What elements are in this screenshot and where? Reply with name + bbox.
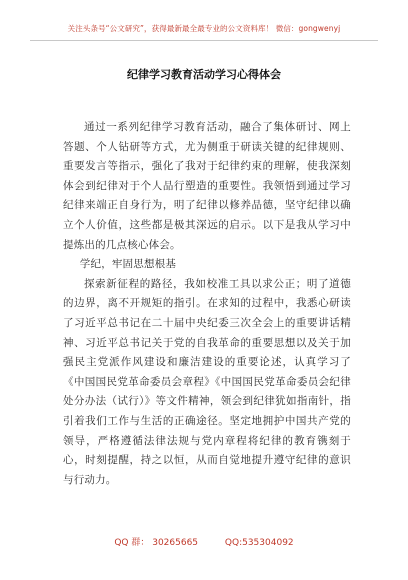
paragraph-section-1: 探索新征程的路径，我如校准工具以求公正；明了道德的边界，离不开规矩的指引。在求知的过程中，我悉心研读了习近平总书记在二十届中央纪委三次全会上的重要讲话精神、习近平总书记关于党的自我革命的重要思想以及关于加强民主党派作风建设和廉洁建设的重要论述，认真学习了《中国国民党革命委员会章程》《中国国民党革命委员会纪律处分办法（试行）》等文件精神，领会到纪律犹如指南针，指引着我们工作与生活的正确途径。坚定地拥护中国共产党的领导，严格遵循法律法规与党内章程将纪律的教育镌刻于心，时刻提醒，持之以恒，从而自觉地提升遵守纪律的意识与行动力。 xyxy=(63,277,351,486)
paragraph-intro: 通过一系列纪律学习教育活动，融合了集体研讨、网上答题、个人钻研等方式，尤为侧重于研读关键的纪律规则、重要发言等指示，强化了我对于纪律约束的理解，使我深刻体会到纪律对于个人品行塑造的重要性。我领悟到通过学习纪律来端正自身行为，明了纪律以修养品德，坚守纪律以确立个人价值，这些都是极其深远的启示。以下是我从学习中提炼出的几点核心体会。 xyxy=(63,121,351,251)
document-body xyxy=(63,118,351,490)
footer-contact xyxy=(0,535,408,548)
document-title: 纪律学习教育活动学习心得体会 xyxy=(127,68,281,81)
header-banner: 关注头条号“公文研究”，获得最新最全最专业的公文资料库！ 微信：gongwenyj xyxy=(67,24,341,33)
footer-qq: QQ:535304092 xyxy=(224,538,294,548)
header-divider xyxy=(30,40,378,41)
section-heading: 学纪，牢固思想根基 xyxy=(79,258,177,271)
footer-qq-group: QQ 群： 30265665 xyxy=(114,538,199,548)
